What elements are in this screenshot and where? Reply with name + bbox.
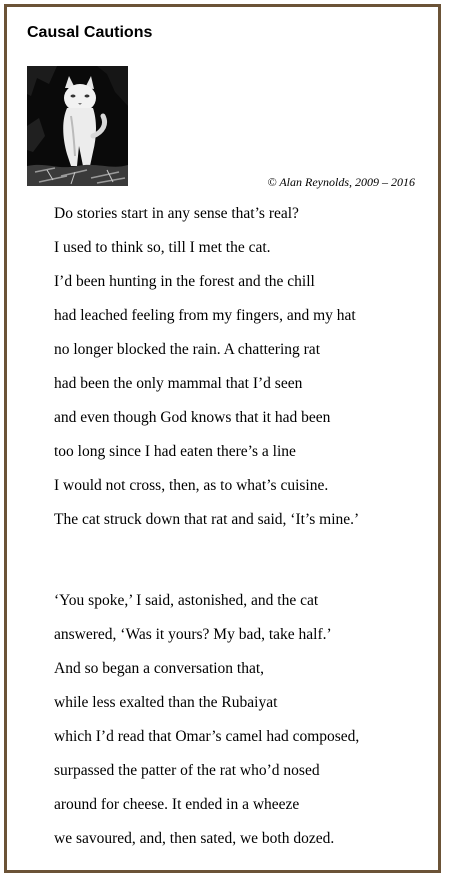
poem-line: no longer blocked the rain. A chattering rat — [54, 341, 320, 358]
poem-line: Do stories start in any sense that’s real? — [54, 205, 299, 222]
copyright-notice: © Alan Reynolds, 2009 – 2016 — [267, 175, 415, 189]
poem-line: surpassed the patter of the rat who’d nosed — [54, 762, 320, 779]
poem-line: and even though God knows that it had been — [54, 409, 331, 426]
poem-title: Causal Cautions — [27, 24, 153, 41]
poem-line: while less exalted than the Rubaiyat — [54, 694, 278, 711]
poem-line: The cat struck down that rat and said, ‘It’s mine.’ — [54, 511, 360, 528]
poem-line: had leached feeling from my fingers, and my hat — [54, 307, 356, 324]
poem-line: I would not cross, then, as to what’s cuisine. — [54, 477, 329, 494]
poem-line: I used to think so, till I met the cat. — [54, 239, 271, 256]
poem-line: which I’d read that Omar’s camel had composed, — [54, 728, 360, 745]
poem-line: ‘You spoke,’ I said, astonished, and the cat — [54, 592, 319, 609]
poem-line: had been the only mammal that I’d seen — [54, 375, 303, 392]
cat-photo — [27, 66, 128, 186]
poem-line: around for cheese. It ended in a wheeze — [54, 796, 300, 813]
poem-line: too long since I had eaten there’s a line — [54, 443, 296, 460]
poem-line: we savoured, and, then sated, we both dozed. — [54, 830, 335, 847]
poem-line: I’d been hunting in the forest and the chill — [54, 273, 315, 290]
poem-line: And so began a conversation that, — [54, 660, 265, 677]
poem-line: answered, ‘Was it yours? My bad, take half.’ — [54, 626, 332, 643]
